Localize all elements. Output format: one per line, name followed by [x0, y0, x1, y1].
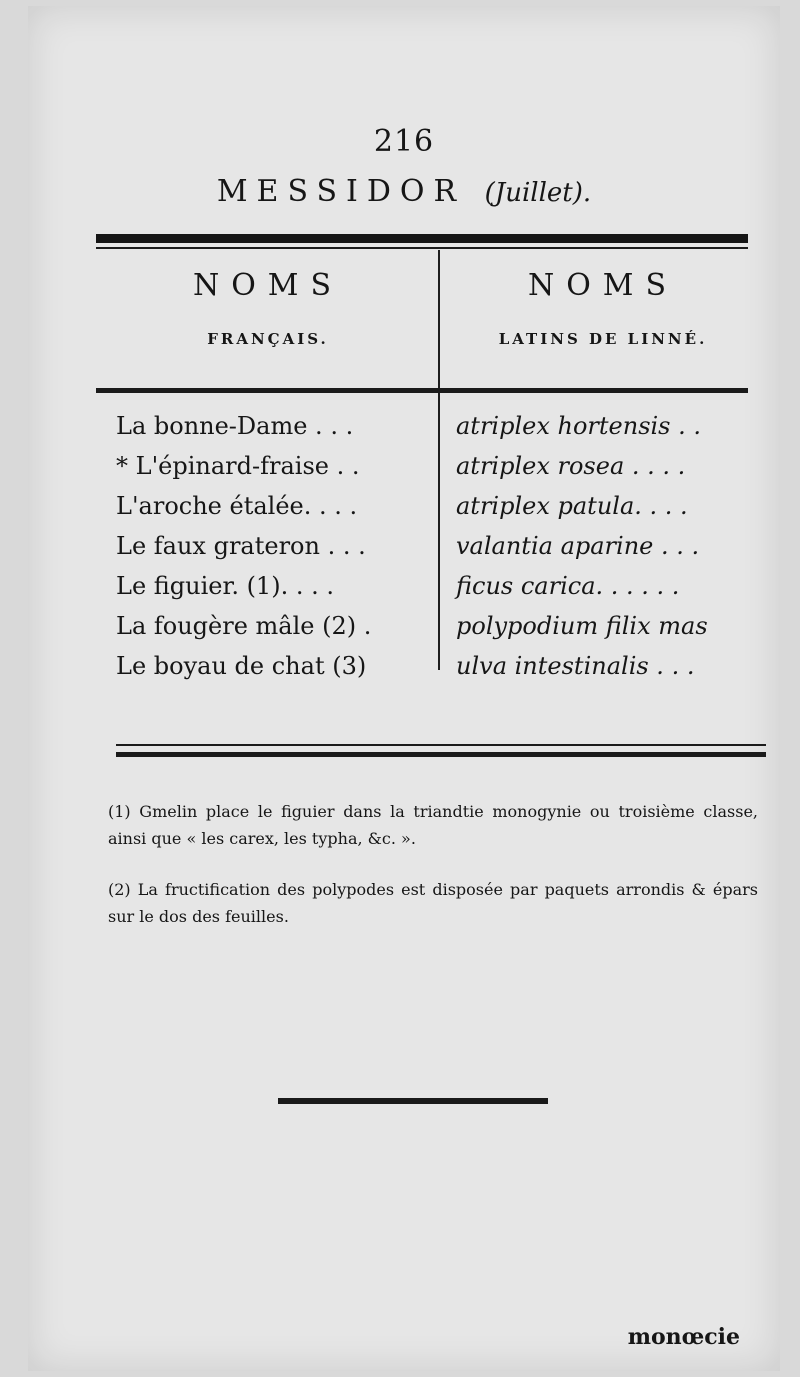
french-name: Le boyau de chat (3) — [116, 652, 367, 680]
latin-name: ficus carica. . . . . . — [456, 572, 680, 600]
french-name: Le faux grateron . . . — [116, 532, 366, 560]
page-number: 216 — [373, 124, 435, 159]
table-row — [116, 452, 756, 492]
french-name: L'aroche étalée. . . . — [116, 492, 358, 520]
book-page — [28, 6, 780, 1371]
table-row — [116, 492, 756, 532]
header-french-main: NOMS — [192, 268, 344, 303]
latin-name: polypodium filix mas — [456, 612, 708, 640]
header-latin-sub: LATINS DE LINNÉ. — [498, 330, 708, 348]
header-rule — [96, 388, 748, 393]
header-french-sub: FRANÇAIS. — [207, 330, 329, 348]
french-name: La fougère mâle (2) . — [116, 612, 372, 640]
closing-rule — [278, 1098, 548, 1104]
table-row — [116, 572, 756, 612]
top-rule-thin — [96, 247, 748, 249]
latin-name: valantia aparine . . . — [456, 532, 700, 560]
table-row — [116, 412, 756, 452]
footnote-2: (2) La fructification des polypodes est disposée par paquets arrondis & épars sur le dos des feuilles. — [108, 880, 758, 926]
latin-name: atriplex hortensis . . — [456, 412, 702, 440]
header-latin-main: NOMS — [527, 268, 679, 303]
latin-name: atriplex rosea . . . . — [456, 452, 686, 480]
latin-name: ulva intestinalis . . . — [456, 652, 695, 680]
catchword: monœcie — [627, 1324, 740, 1350]
french-name: La bonne-Dame . . . — [116, 412, 354, 440]
footnote-1: (1) Gmelin place le figuier dans la triandtie monogynie ou troisième classe, ainsi que « les carex, les typha, &c. ». — [108, 802, 758, 848]
latin-name: atriplex patula. . . . — [456, 492, 688, 520]
top-rule-thick — [96, 234, 748, 243]
running-head-month: MESSIDOR — [216, 174, 466, 209]
french-name: * L'épinard-fraise . . — [116, 452, 360, 480]
table-row — [116, 652, 756, 692]
french-name: Le figuier. (1). . . . — [116, 572, 334, 600]
bottom-rule-thin — [116, 744, 766, 746]
running-head-sub: (Juillet). — [484, 178, 592, 208]
table-row — [116, 612, 756, 652]
bottom-rule-thick — [116, 752, 766, 757]
running-head — [28, 174, 780, 209]
table-row — [116, 532, 756, 572]
